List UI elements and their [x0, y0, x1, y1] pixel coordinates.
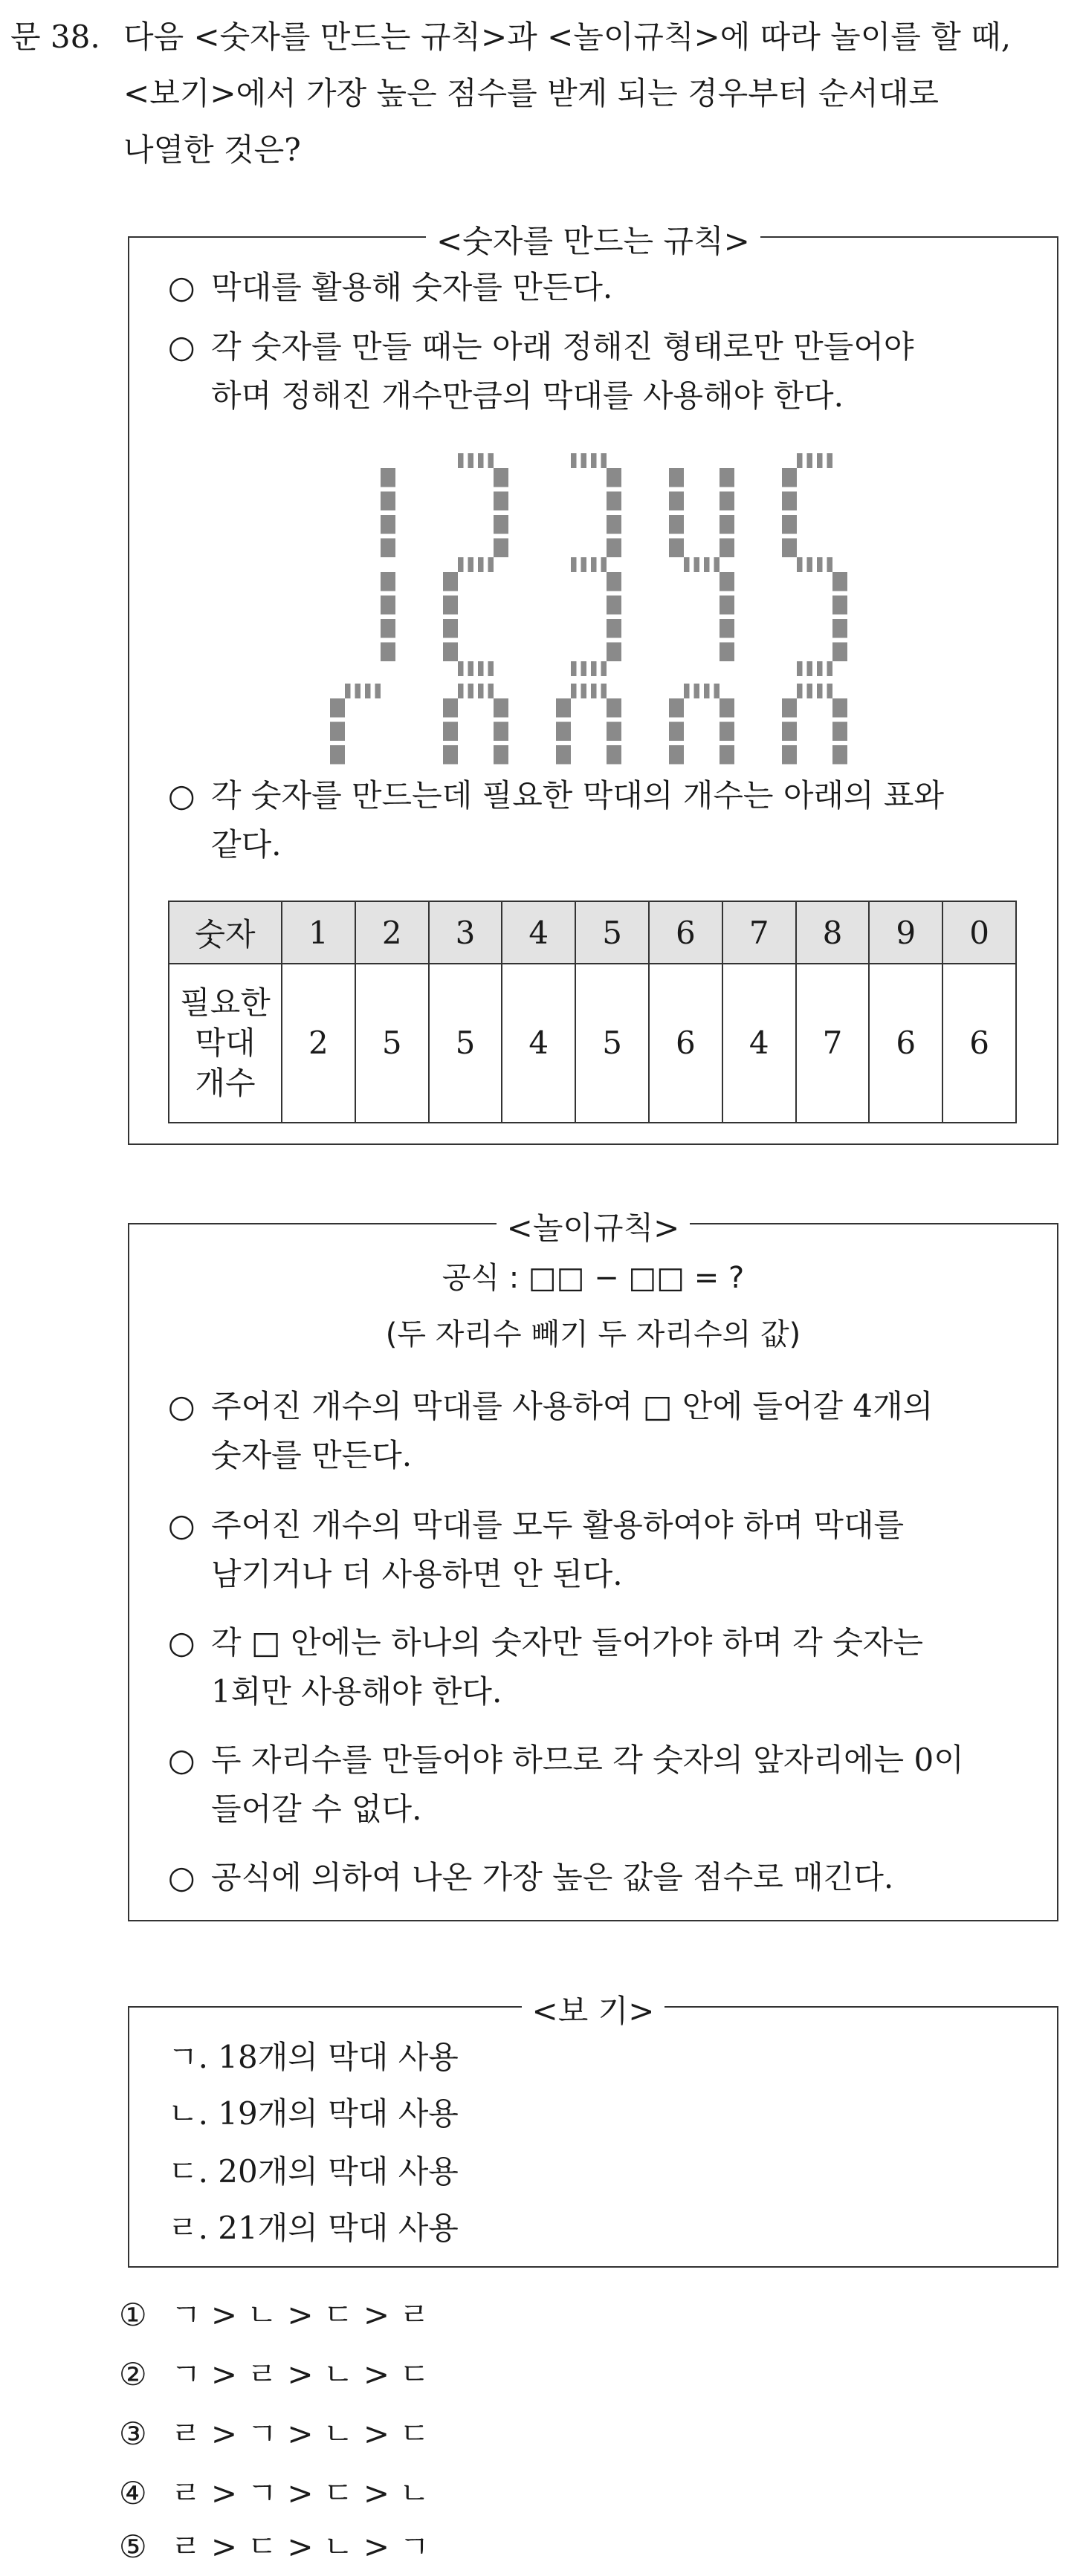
stick-segment: [832, 572, 847, 661]
stick-segment: [684, 684, 720, 698]
stick-segment: [571, 661, 607, 676]
question-line-2: <보기>에서 가장 높은 점수를 받게 되는 경우부터 순서대로: [123, 75, 939, 111]
stick-segment: [720, 468, 734, 557]
table-count-cell: 5: [429, 964, 502, 1123]
stick-segment: [797, 453, 832, 468]
bogi-item: ㄹ. 21개의 막대 사용: [168, 2210, 459, 2246]
bullet-mark: ○: [168, 1624, 195, 1661]
stick-segment: [720, 698, 734, 765]
stick-segment: [797, 661, 832, 676]
game-rules-title: <놀이규칙>: [129, 1204, 1057, 1248]
bullet-mark: ○: [168, 1859, 195, 1895]
stick-segment: [797, 684, 832, 698]
digit-shapes-figure: [308, 453, 873, 765]
stick-segment: [684, 557, 720, 572]
table-digit-cell: 3: [429, 901, 502, 964]
question-line-3: 나열한 것은?: [123, 132, 301, 168]
stick-segment: [571, 557, 607, 572]
digit-shape-2: [443, 453, 508, 676]
stick-segment: [443, 572, 458, 661]
table-digit-cell: 2: [355, 901, 429, 964]
bullet-mark: ○: [168, 328, 195, 365]
stick-segment: [381, 572, 395, 661]
answer-option-5[interactable]: [119, 2525, 430, 2569]
number-rules-title: <숫자를 만드는 규칙>: [129, 217, 1057, 262]
stick-segment: [832, 698, 847, 765]
digit-shape-1: [381, 468, 395, 661]
stick-segment: [782, 698, 797, 765]
table-count-cell: 4: [722, 964, 796, 1123]
stick-segment: [556, 698, 571, 765]
bullet-mark: ○: [168, 1507, 195, 1543]
option-number: ⑤: [119, 2528, 147, 2565]
bullet-mark: ○: [168, 1388, 195, 1424]
stick-segment: [458, 557, 494, 572]
table-digit-cell: 0: [942, 901, 1016, 964]
option-number: ③: [119, 2416, 147, 2452]
option-number: ①: [119, 2297, 147, 2333]
option-text: ㄹ > ㄷ > ㄴ > ㄱ: [171, 2528, 430, 2565]
bogi-title: <보 기>: [129, 1987, 1057, 2031]
stick-segment: [669, 468, 684, 557]
digit-shape-3: [571, 453, 621, 676]
bogi-item: ㄷ. 20개의 막대 사용: [168, 2153, 459, 2190]
stick-segment: [494, 698, 508, 765]
question-text: [123, 9, 1069, 178]
bogi-item: ㄱ. 18개의 막대 사용: [168, 2039, 459, 2075]
table-digit-cell: 8: [796, 901, 870, 964]
stick-segment: [458, 453, 494, 468]
table-count-cell: 7: [796, 964, 870, 1123]
stick-segment: [669, 698, 684, 765]
table-digit-cell: 1: [282, 901, 355, 964]
table-digit-cell: 4: [502, 901, 575, 964]
stick-segment: [571, 684, 607, 698]
bogi-item: ㄴ. 19개의 막대 사용: [168, 2095, 459, 2132]
table-row-label: 필요한 막대 개수: [169, 964, 282, 1123]
table-count-cell: 5: [575, 964, 649, 1123]
option-text: ㄱ > ㄴ > ㄷ > ㄹ: [171, 2297, 430, 2333]
table-header-label: 숫자: [169, 901, 282, 964]
answer-option-3[interactable]: [119, 2412, 430, 2456]
stick-count-table: [168, 901, 1017, 1123]
question-line-1: 다음 <숫자를 만드는 규칙>과 <놀이규칙>에 따라 놀이를 할 때,: [123, 19, 1012, 55]
bullet-mark: ○: [168, 1742, 195, 1778]
table-digit-cell: 9: [869, 901, 942, 964]
stick-segment: [797, 557, 832, 572]
stick-segment: [607, 698, 621, 765]
formula: 공식 : □□ − □□ = ?: [442, 1261, 745, 1295]
table-count-cell: 6: [649, 964, 722, 1123]
stick-segment: [494, 468, 508, 557]
table-count-cell: 6: [942, 964, 1016, 1123]
digit-shape-4: [669, 468, 734, 661]
table-header-row: [169, 901, 1016, 964]
stick-segment: [458, 661, 494, 676]
number-rules-box: <숫자를 만드는 규칙> ○ 막대를 활용해 숫자를 만든다. ○ 각 숫자를 만들 때는 아래 정해진 형태로만 만들어야 하며 정해진 개수만큼의 막대를 사용해야 한다. ○ 각 숫자를 만드는데 필요한 막대의 개수는 아래의 표와 같다. 숫자 1 2 3 4 5 6 7 8 9 0 필요한 막대 개수 2 5 5 4 5 6 4 7 6 6: [128, 236, 1058, 1145]
stick-segment: [330, 698, 345, 765]
stick-segment: [607, 572, 621, 661]
stick-segment: [720, 572, 734, 661]
stick-segment: [607, 468, 621, 557]
bogi-box: [128, 1993, 1058, 2268]
bullet-mark: ○: [168, 269, 195, 305]
option-text: ㄹ > ㄱ > ㄴ > ㄷ: [171, 2416, 430, 2452]
option-text: ㄹ > ㄱ > ㄷ > ㄴ: [171, 2475, 430, 2511]
answer-option-1[interactable]: [119, 2293, 430, 2337]
table-count-cell: 5: [355, 964, 429, 1123]
option-text: ㄱ > ㄹ > ㄴ > ㄷ: [171, 2356, 430, 2392]
table-digit-cell: 6: [649, 901, 722, 964]
question-number: 문 38.: [10, 19, 100, 55]
table-digit-cell: 5: [575, 901, 649, 964]
stick-segment: [381, 468, 395, 557]
stick-segment: [443, 698, 458, 765]
stick-segment: [782, 468, 797, 557]
stick-segment: [458, 684, 494, 698]
answer-option-2[interactable]: [119, 2352, 430, 2397]
bullet-mark: ○: [168, 777, 195, 814]
option-number: ②: [119, 2356, 147, 2392]
digit-shape-0: [782, 684, 847, 765]
answer-option-4[interactable]: [119, 2471, 430, 2516]
table-digit-cell: 7: [722, 901, 796, 964]
option-number: ④: [119, 2475, 147, 2511]
digit-shape-9: [669, 684, 734, 765]
digit-shape-6: [330, 684, 395, 765]
stick-segment: [571, 453, 607, 468]
table-count-cell: 2: [282, 964, 355, 1123]
formula-note: (두 자리수 빼기 두 자리수의 값): [385, 1317, 801, 1352]
digit-shape-8: [556, 684, 621, 765]
digit-shape-5: [782, 453, 847, 676]
table-count-cell: 6: [869, 964, 942, 1123]
digit-shape-7: [443, 684, 508, 765]
table-count-row: [169, 964, 1016, 1123]
game-rules-box: <놀이규칙> 공식 : □□ − □□ = ? (두 자리수 빼기 두 자리수의 값) ○ 주어진 개수의 막대를 사용하여 □ 안에 들어갈 4개의 숫자를 만든다. ○ 주어진 개수의 막대를 모두 활용하여야 하며 막대를 남기거나 더 사용하면 안 된다. ○ 각 □ 안에는 하나의 숫자만 들어가야 하며 각 숫자는 1회만 사용해야 한다. ○ 두 자리수를 만들어야 하므로 각 숫자의 앞자리에는 0이 들어갈 수 없다. ○ 공식에 의하여 나온 가장 높은 값을 점수로 매긴다.: [128, 1223, 1058, 1921]
stick-segment: [345, 684, 381, 698]
table-count-cell: 4: [502, 964, 575, 1123]
